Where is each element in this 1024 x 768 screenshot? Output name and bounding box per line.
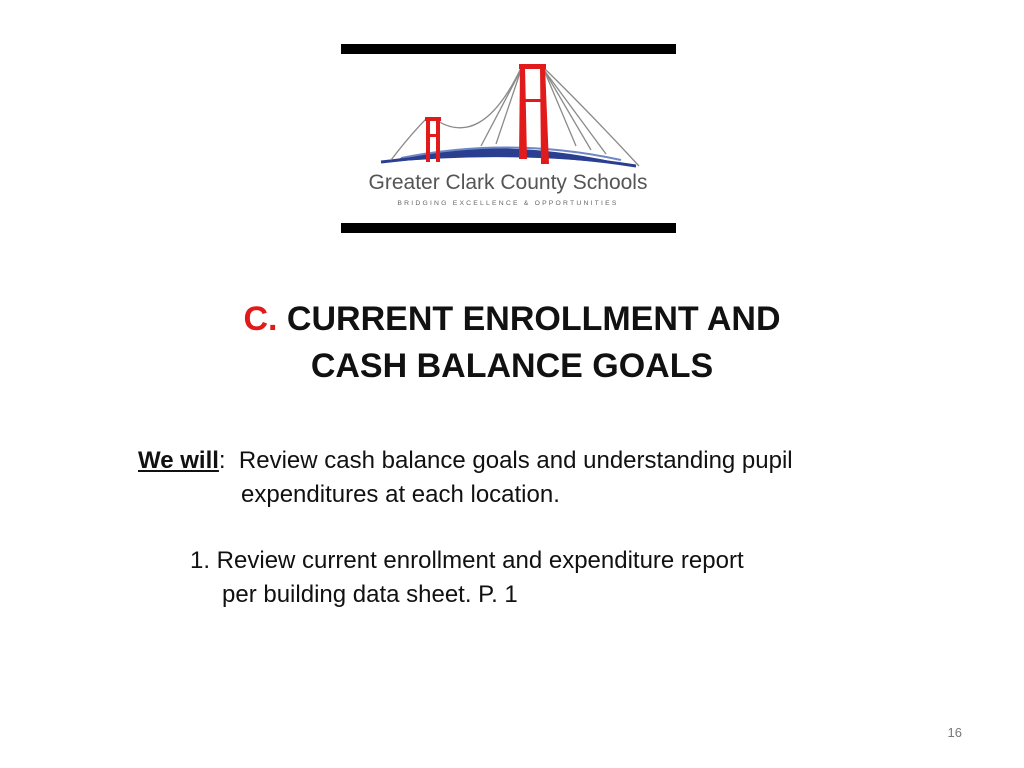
logo-top-bar [341, 44, 676, 54]
intro-lead: We will [138, 447, 219, 474]
intro-line-2: expenditures at each location. [241, 481, 560, 508]
logo-bottom-bar [341, 223, 676, 233]
list-item [190, 544, 890, 612]
title-line-2: CASH BALANCE GOALS [310, 347, 714, 385]
intro-paragraph [138, 444, 898, 512]
bridge-logo-icon [341, 54, 676, 223]
list-item-line-2: per building data sheet. P. 1 [222, 581, 518, 608]
logo [341, 44, 676, 233]
slide-title [0, 296, 1024, 390]
title-line-1-text: CURRENT ENROLLMENT AND [286, 300, 781, 338]
list-item-line-1: 1. Review current enrollment and expenditure report [190, 547, 744, 574]
title-line-1 [0, 296, 1024, 343]
section-letter: C. [243, 300, 278, 338]
logo-tagline: BRIDGING EXCELLENCE & OPPORTUNITIES [397, 200, 619, 207]
intro-colon: : [218, 447, 226, 474]
logo-wordmark: Greater Clark County Schools [368, 171, 648, 194]
page-number: 16 [947, 725, 962, 740]
intro-line-1: Review cash balance goals and understanding pupil [238, 447, 793, 474]
